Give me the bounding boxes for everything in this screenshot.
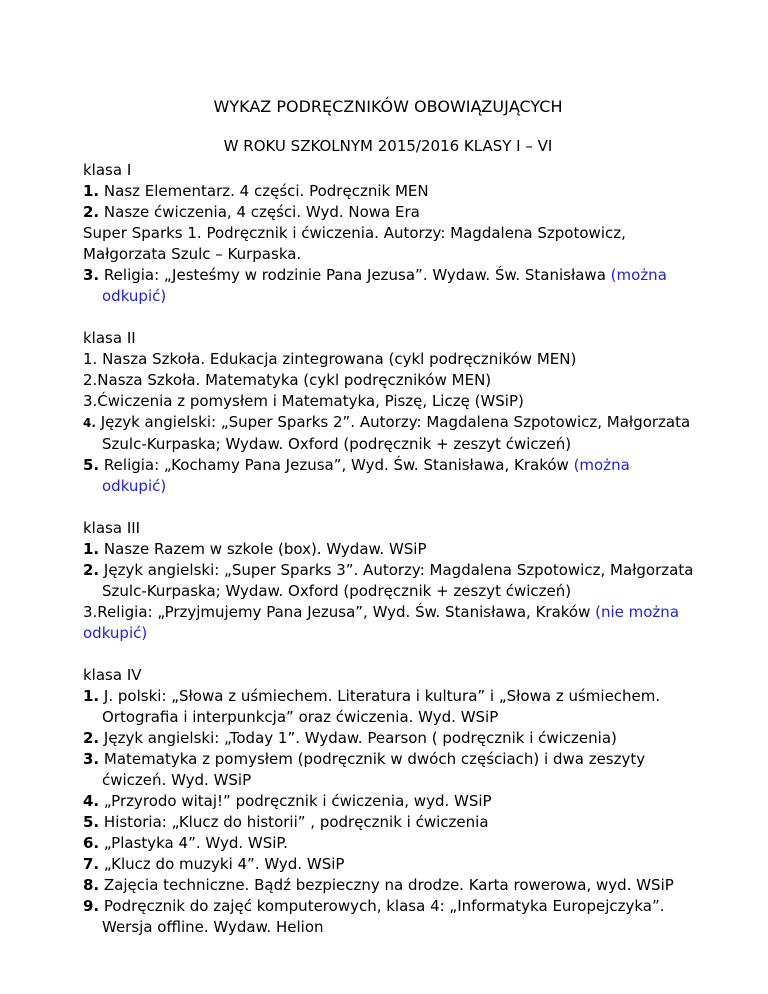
note-text: (nie można: [595, 603, 680, 621]
document-subtitle: W ROKU SZKOLNYM 2015/2016 KLASY I – VI: [223, 137, 553, 155]
list-item: 2. Język angielski: „Today 1”. Wydaw. Pearson ( podręcznik i ćwiczenia): [83, 729, 617, 747]
list-item: 9. Podręcznik do zajęć komputerowych, klasa 4: „Informatyka Europejczyka”.: [83, 897, 665, 915]
list-item: 2. Nasze ćwiczenia, 4 części. Wyd. Nowa Era: [83, 203, 420, 221]
list-item: 2. Język angielski: „Super Sparks 3”. Autorzy: Magdalena Szpotowicz, Małgorzata: [83, 561, 694, 579]
note-text: odkupić): [102, 477, 167, 495]
list-item-continuation: Szulc-Kurpaska; Wydaw. Oxford (podręcznik + zeszyt ćwiczeń): [102, 435, 572, 453]
list-item: 4. Język angielski: „Super Sparks 2”. Autorzy: Magdalena Szpotowicz, Małgorzata: [83, 413, 691, 431]
note-text: (można: [610, 266, 667, 284]
section-klasa-4: [83, 665, 693, 938]
list-item: 3.Religia: „Przyjmujemy Pana Jezusa”, Wyd. Św. Stanisława, Kraków (nie można: [83, 603, 680, 621]
list-item: 3. Religia: „Jesteśmy w rodzinie Pana Jezusa”. Wydaw. Św. Stanisława (można: [83, 266, 667, 284]
list-item: 1. Nasza Szkoła. Edukacja zintegrowana (cykl podręczników MEN): [83, 350, 577, 368]
section-klasa-2: [83, 328, 693, 497]
list-item: 1. J. polski: „Słowa z uśmiechem. Literatura i kultura” i „Słowa z uśmiechem.: [83, 687, 661, 705]
list-item: 3. Matematyka z pomysłem (podręcznik w dwóch częściach) i dwa zeszyty: [83, 750, 646, 768]
note-text: (można: [573, 456, 630, 474]
list-item: 5. Historia: „Klucz do historii” , podręcznik i ćwiczenia: [83, 813, 489, 831]
list-item: 1. Nasz Elementarz. 4 części. Podręcznik MEN: [83, 182, 429, 200]
section-heading: klasa IV: [83, 666, 142, 684]
list-item: 4. „Przyrodo witaj!” podręcznik i ćwiczenia, wyd. WSiP: [83, 792, 492, 810]
section-heading: klasa I: [83, 161, 132, 179]
list-item: 1. Nasze Razem w szkole (box). Wydaw. WSiP: [83, 540, 427, 558]
list-item: 6. „Plastyka 4”. Wyd. WSiP.: [83, 834, 288, 852]
paragraph-line: Małgorzata Szulc – Kurpaska.: [83, 245, 302, 263]
section-klasa-3: [83, 518, 693, 644]
paragraph-line: Super Sparks 1. Podręcznik i ćwiczenia. Autorzy: Magdalena Szpotowicz,: [83, 224, 626, 242]
document-title: WYKAZ PODRĘCZNIKÓW OBOWIĄZUJĄCYCH: [213, 97, 563, 116]
list-item: 7. „Klucz do muzyki 4”. Wyd. WSiP: [83, 855, 345, 873]
list-item: 2.Nasza Szkoła. Matematyka (cykl podręczników MEN): [83, 371, 492, 389]
list-item-continuation: Szulc-Kurpaska; Wydaw. Oxford (podręcznik + zeszyt ćwiczeń): [102, 582, 572, 600]
list-item-continuation: Ortografia i interpunkcja” oraz ćwiczenia. Wyd. WSiP: [102, 708, 499, 726]
list-item: 3.Ćwiczenia z pomysłem i Matematyka, Piszę, Liczę (WSiP): [83, 392, 524, 410]
list-item-continuation: Wersja offline. Wydaw. Helion: [102, 918, 324, 936]
list-item: 5. Religia: „Kochamy Pana Jezusa”, Wyd. Św. Stanisława, Kraków (można: [83, 456, 630, 474]
document-content: [83, 160, 693, 959]
list-item: 8. Zajęcia techniczne. Bądź bezpieczny na drodze. Karta rowerowa, wyd. WSiP: [83, 876, 674, 894]
section-klasa-1: [83, 160, 693, 307]
section-heading: klasa III: [83, 519, 141, 537]
section-heading: klasa II: [83, 329, 136, 347]
note-text: odkupić): [83, 624, 148, 642]
list-item-continuation: ćwiczeń. Wyd. WSiP: [102, 771, 252, 789]
note-text: odkupić): [102, 287, 167, 305]
